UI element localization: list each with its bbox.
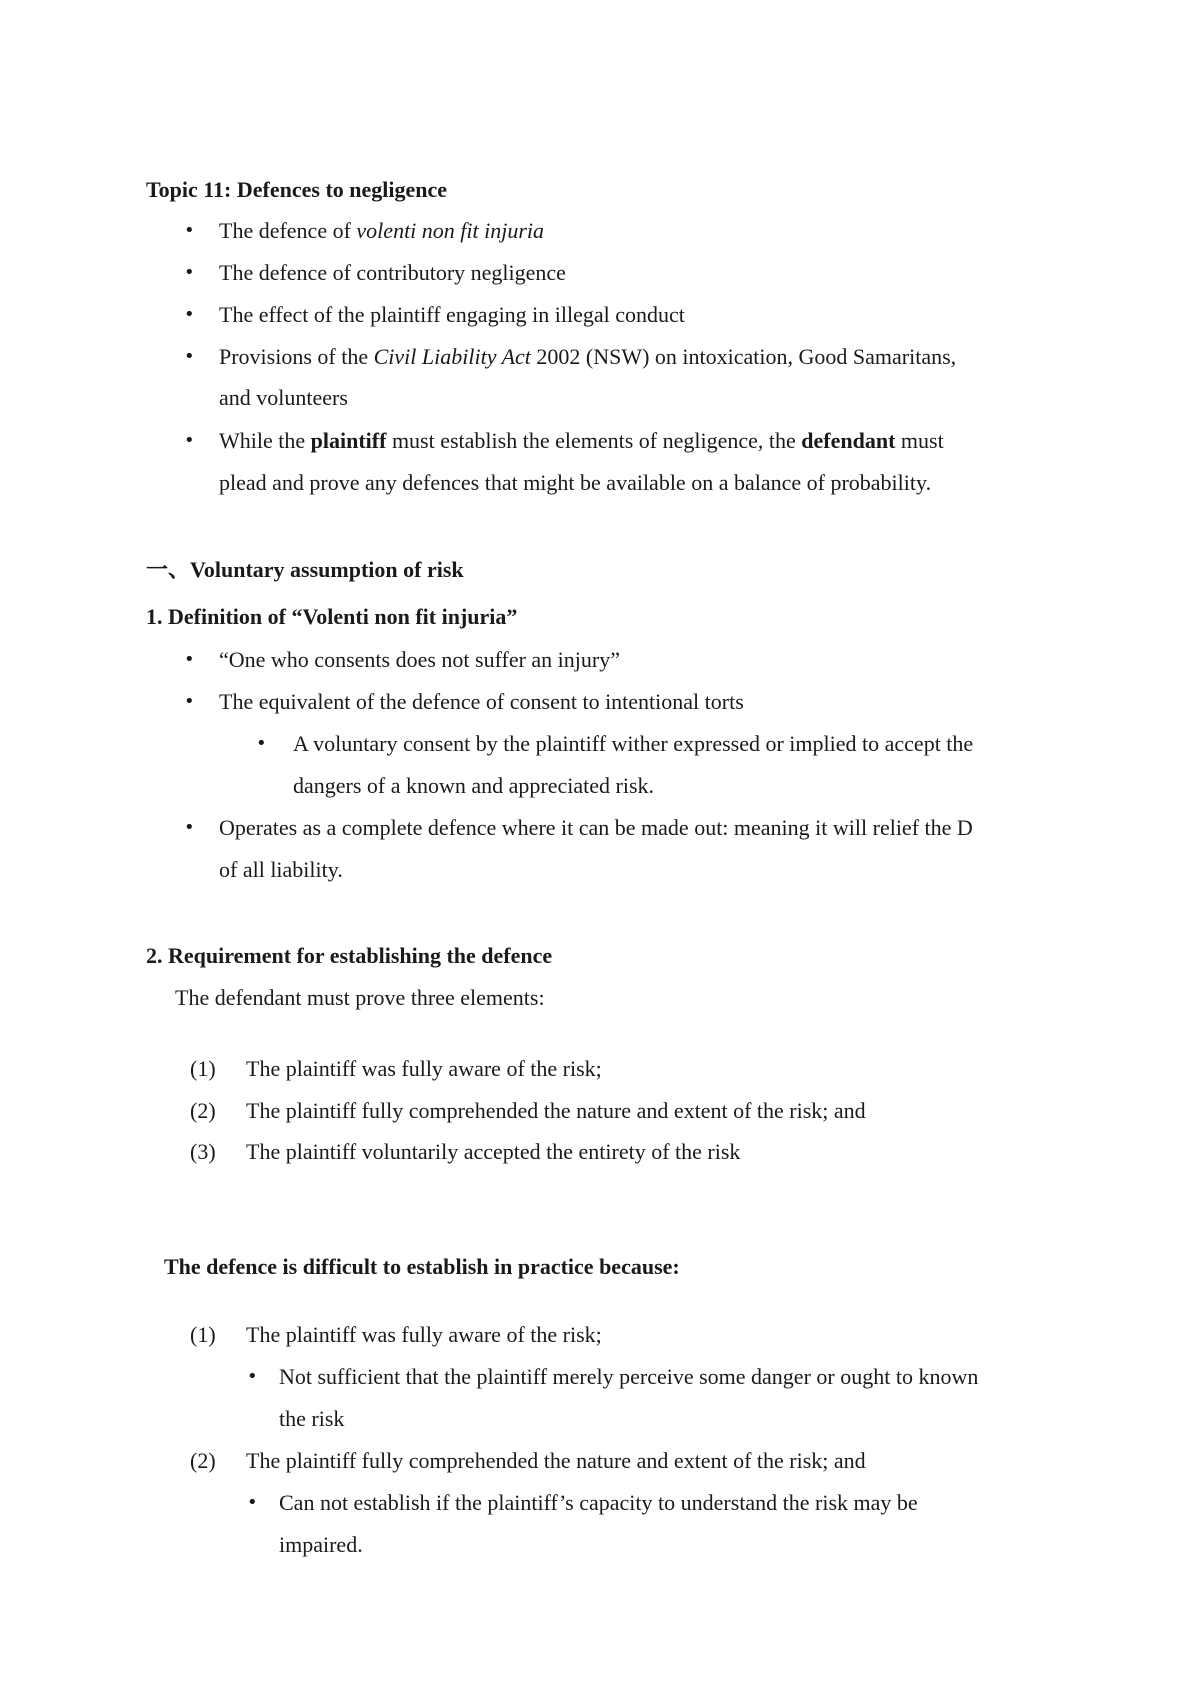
bullet-icon: • [184, 220, 195, 241]
definition-nested-bullet-cont: dangers of a known and appreciated risk. [293, 773, 655, 798]
bullet-icon: • [247, 1492, 258, 1513]
bullet-icon: • [184, 346, 195, 367]
difficulty-subbullet-cont: the risk [279, 1406, 345, 1431]
intro-bullet-5: While the plaintiff must establish the elements of negligence, the defendant must [219, 428, 944, 453]
bullet-icon: • [256, 733, 267, 754]
bullet-icon: • [184, 691, 195, 712]
intro-bullet-5-cont: plead and prove any defences that might be available on a balance of probability. [219, 470, 932, 495]
intro-bullet-4: Provisions of the Civil Liability Act 2002 (NSW) on intoxication, Good Samaritans, [219, 344, 957, 369]
definition-bullet-3: Operates as a complete defence where it can be made out: meaning it will relief the D [219, 815, 973, 840]
definition-bullet-1: “One who consents does not suffer an injury” [219, 647, 620, 672]
element-item: The plaintiff was fully aware of the risk; [246, 1056, 602, 1081]
list-number: (2) [190, 1448, 216, 1473]
bullet-icon: • [184, 817, 195, 838]
subsection-heading: 2. Requirement for establishing the defence [146, 943, 553, 968]
definition-bullet-2: The equivalent of the defence of consent to intentional torts [219, 689, 744, 714]
requirement-intro: The defendant must prove three elements: [175, 985, 545, 1010]
difficulty-heading: The defence is difficult to establish in practice because: [164, 1254, 680, 1279]
element-item: The plaintiff voluntarily accepted the entirety of the risk [246, 1139, 741, 1164]
list-number: (1) [190, 1322, 216, 1347]
section-heading: 一、Voluntary assumption of risk [146, 557, 464, 582]
bullet-icon: • [184, 304, 195, 325]
intro-bullet-4-cont: and volunteers [219, 385, 348, 410]
bullet-icon: • [247, 1366, 258, 1387]
element-item: The plaintiff fully comprehended the nature and extent of the risk; and [246, 1098, 866, 1123]
intro-bullet-2: The defence of contributory negligence [219, 260, 566, 285]
bullet-icon: • [184, 430, 195, 451]
list-number: (2) [190, 1098, 216, 1123]
difficulty-item: The plaintiff was fully aware of the risk; [246, 1322, 602, 1347]
intro-bullet-1: The defence of volenti non fit injuria [219, 218, 545, 243]
difficulty-item: The plaintiff fully comprehended the nature and extent of the risk; and [246, 1448, 866, 1473]
difficulty-subbullet-cont: impaired. [279, 1532, 363, 1557]
bullet-icon: • [184, 262, 195, 283]
bullet-icon: • [184, 649, 195, 670]
definition-nested-bullet: A voluntary consent by the plaintiff wither expressed or implied to accept the [293, 731, 974, 756]
list-number: (1) [190, 1056, 216, 1081]
list-number: (3) [190, 1139, 216, 1164]
page-title: Topic 11: Defences to negligence [146, 177, 448, 202]
difficulty-subbullet: Not sufficient that the plaintiff merely perceive some danger or ought to known [279, 1364, 979, 1389]
subsection-heading: 1. Definition of “Volenti non fit injuria” [146, 604, 518, 629]
difficulty-subbullet: Can not establish if the plaintiff’s capacity to understand the risk may be [279, 1490, 918, 1515]
definition-bullet-3-cont: of all liability. [219, 857, 343, 882]
intro-bullet-3: The effect of the plaintiff engaging in illegal conduct [219, 302, 685, 327]
